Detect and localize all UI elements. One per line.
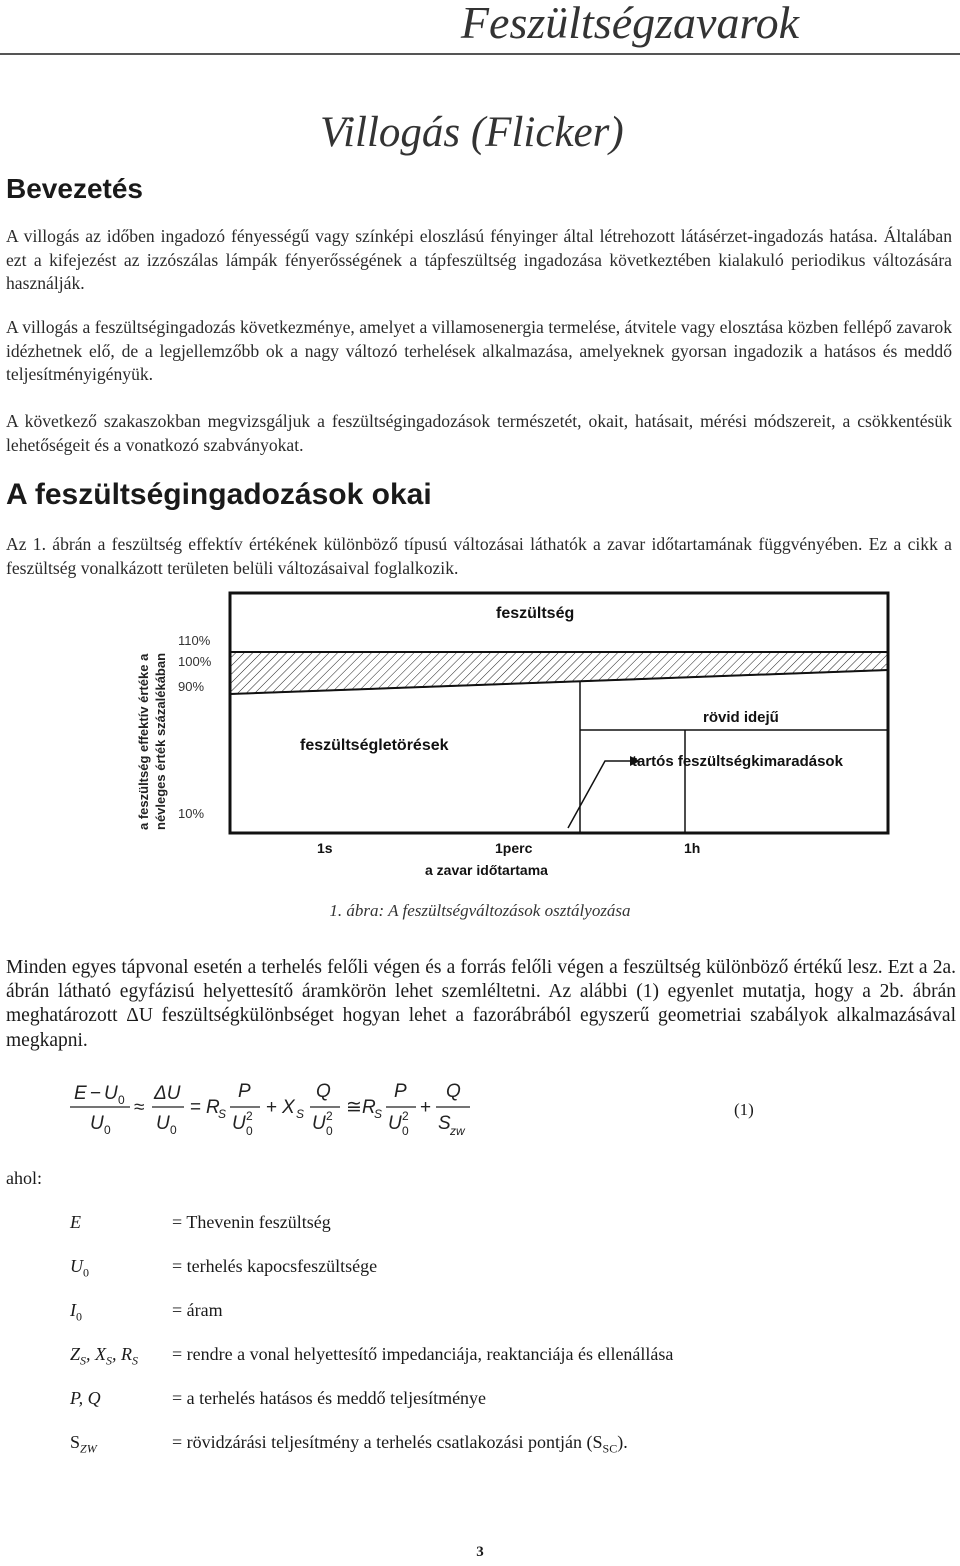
label-tartos: tartós feszültségkimaradások [632, 753, 843, 770]
causes-paragraph: Az 1. ábrán a feszültség effektív értékének különböző típusú változásai láthatók a zavar időtartamának függvényében. Ez a cikk a feszültség vonalkázott területen belüli változásaival foglalkozik. [6, 534, 952, 578]
svg-text:U: U [156, 1113, 170, 1134]
def-text-I0: = áram [172, 1300, 223, 1320]
y-tick-100: 100% [178, 654, 212, 669]
def-symbol-U0: $U_0$ [70, 1256, 89, 1280]
def-text-Szw: = rövidzárási teljesítmény a terhelés csatlakozási pontján $(S_{SC})$. [172, 1432, 628, 1456]
def-text-U0: = terhelés kapocsfeszültsége [172, 1256, 378, 1276]
svg-text:R: R [362, 1097, 376, 1118]
svg-text:2: 2 [402, 1109, 409, 1123]
def-text-PQ: = a terhelés hatásos és meddő teljesítménye [172, 1388, 487, 1408]
where-label: ahol: [6, 1168, 42, 1188]
y-axis-label-line2: névleges érték százalékában [153, 652, 168, 830]
svg-text:R: R [206, 1097, 220, 1118]
svg-text:P: P [238, 1081, 251, 1102]
page-number: 3 [476, 1544, 484, 1560]
svg-text:≈: ≈ [134, 1097, 145, 1118]
x-tick-1h: 1h [684, 840, 701, 856]
def-symbol-I0: $I_0$ [70, 1300, 82, 1324]
def-text-ZXR: = rendre a vonal helyettesítő impedanciája, reaktanciája és ellenállása [172, 1344, 674, 1364]
svg-text:0: 0 [326, 1124, 333, 1138]
x-axis-label: a zavar időtartama [425, 862, 548, 878]
svg-text:S: S [218, 1107, 227, 1121]
title-divider [0, 53, 960, 55]
equation-number: (1) [734, 1100, 754, 1119]
svg-text:0: 0 [246, 1124, 253, 1138]
def-symbol-ZXR: $Z_S$, $X_S$, $R_S$ [70, 1344, 139, 1368]
svg-text:U: U [312, 1113, 326, 1134]
svg-text:0: 0 [104, 1123, 111, 1137]
svg-text:P: P [394, 1081, 407, 1102]
svg-text:S: S [438, 1113, 451, 1134]
svg-text:U: U [232, 1113, 246, 1134]
intro-paragraph-1: A villogás az időben ingadozó fényességű vagy színképi eloszlású fényinger által létrehozott látásérzet-ingadozás hatása. Általában ezt a kifejezést az izzószálas lámpák fényerősségének a tápfeszültség ingadozása következtében kialakuló periodikus változására használják. [6, 226, 952, 293]
figure-caption: 1. ábra: A feszültségváltozások osztályozása [329, 901, 631, 920]
svg-text:E: E [74, 1083, 87, 1104]
y-tick-10: 10% [178, 806, 205, 821]
svg-text:S: S [374, 1107, 383, 1121]
x-tick-1s: 1s [317, 840, 333, 856]
def-symbol-Szw: $S_{ZW}$ [70, 1432, 97, 1456]
svg-text:0: 0 [402, 1124, 409, 1138]
svg-text:2: 2 [326, 1109, 333, 1123]
svg-text:=: = [190, 1097, 202, 1118]
svg-text:0: 0 [118, 1093, 125, 1107]
svg-text:0: 0 [170, 1123, 177, 1137]
label-feszultseg: feszültség [496, 605, 575, 622]
main-paragraph: Minden egyes tápvonal esetén a terhelés felőli végen és a forrás felőli végen a feszültség különböző értékű lesz. Ezt a 2a. ábrán látható egyfázisú helyettesítő áramkörön lehet szemléltetni. Az alábbi (1) egyenlet mutatja, hogy a 2b. ábrán meghatározott ΔU feszültségkülönbséget hogyan lehet a fazorábrából egyszerű geometriai szabályok alkalmazásával megkapni. [6, 957, 956, 1051]
svg-text:Q: Q [316, 1081, 331, 1102]
svg-text:≅: ≅ [346, 1097, 362, 1118]
svg-text:zw: zw [450, 1124, 465, 1138]
chart-frame [230, 593, 888, 833]
svg-text:S: S [296, 1107, 305, 1121]
label-letoresek: feszültségletörések [300, 737, 449, 754]
y-tick-110: 110% [178, 633, 211, 648]
voltage-classification-figure [120, 590, 900, 890]
arrow-line [568, 761, 630, 828]
def-symbol-E: E [70, 1212, 81, 1232]
page-subtitle: Villogás (Flicker) [320, 109, 624, 156]
x-tick-1perc: 1perc [495, 840, 533, 856]
svg-text:Q: Q [446, 1081, 461, 1102]
intro-heading: Bevezetés [6, 173, 143, 204]
svg-text:U: U [90, 1113, 104, 1134]
svg-text:ΔU: ΔU [154, 1083, 181, 1104]
svg-text:−: − [90, 1083, 102, 1104]
equation-1 [60, 1075, 490, 1145]
intro-paragraph-2: A villogás a feszültségingadozás következménye, amelyet a villamosenergia termelése, átvitele vagy elosztása közben fellépő zavarok idézhetnek elő, de a legjellemzőbb ok a nagy változó terhelések alkalmazása, amelyeknek gyorsan ingadozik a hatásos és meddő teljesítményigényük. [6, 317, 952, 384]
def-symbol-PQ: P, Q [70, 1388, 101, 1408]
svg-text:U: U [388, 1113, 402, 1134]
svg-text:X: X [282, 1097, 295, 1118]
svg-text:2: 2 [246, 1109, 253, 1123]
page-title: Feszültségzavarok [460, 0, 800, 48]
svg-text:U: U [104, 1083, 118, 1104]
causes-heading: A feszültségingadozások okai [6, 478, 432, 511]
y-tick-90: 90% [178, 679, 205, 694]
y-axis-label-line1: a feszültség effektív értéke a [136, 653, 151, 830]
intro-paragraph-3: A következő szakaszokban megvizsgáljuk a feszültségingadozások természetét, okait, hatásait, mérési módszereit, a csökkentésük lehetőségeit és a vonatkozó szabványokat. [6, 411, 952, 455]
def-text-E: = Thevenin feszültség [172, 1212, 331, 1232]
svg-text:+: + [420, 1097, 432, 1118]
svg-text:+: + [266, 1097, 278, 1118]
label-rovid: rövid idejű [703, 709, 779, 726]
